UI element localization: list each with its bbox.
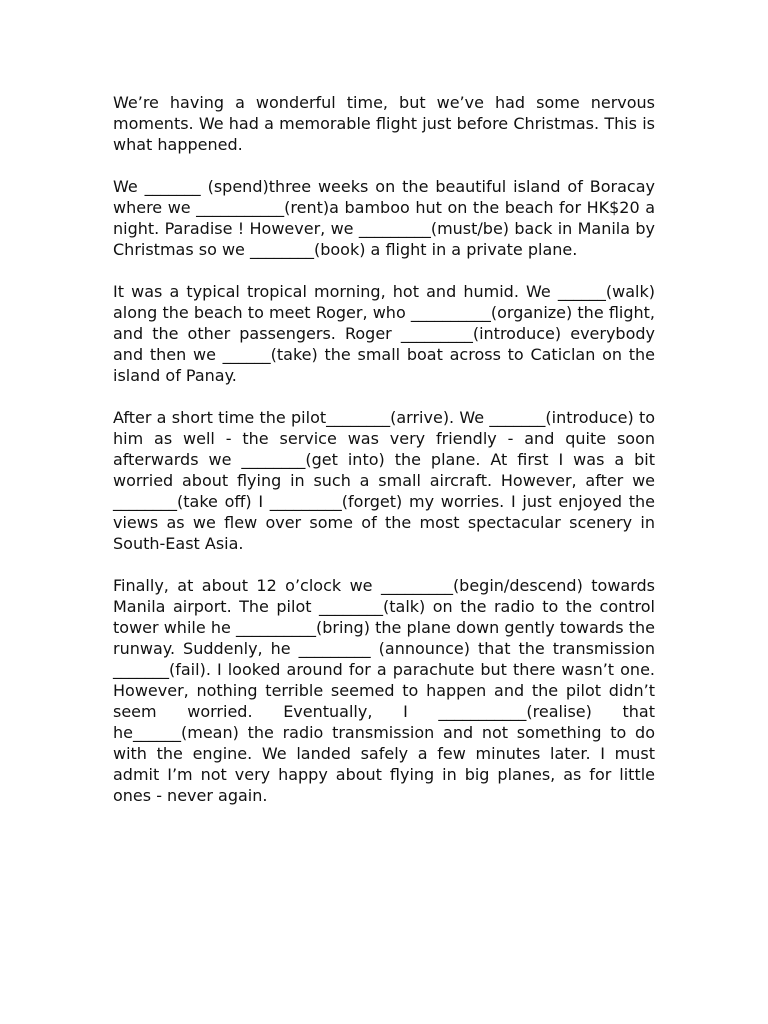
paragraph-boracay: We _______ (spend)three weeks on the beautiful island of Boracay where we ___________(rent)a bamboo hut on the beach for HK$20 a night. Paradise ! However, we _________(must/be) back in Manila by Christmas so we ________(book) a flight in a private plane. — [113, 177, 655, 259]
document-page — [113, 92, 655, 827]
paragraph-morning: It was a typical tropical morning, hot and humid. We ______(walk) along the beach to meet Roger, who __________(organize) the flight, and the other passengers. Roger _________(introduce) everybody and then we ______(take) the small boat across to Caticlan on the island of Panay. — [113, 282, 655, 385]
paragraph-landing: Finally, at about 12 o’clock we _________(begin/descend) towards Manila airport. The pilot ________(talk) on the radio to the control tower while he __________(bring) the plane down gently towards the runway. Suddenly, he _________ (announce) that the transmission _______(fail). I looked around for a parachute but there wasn’t one. However, nothing terrible seemed to happen and the pilot didn’t seem worried. Eventually, I ___________(realise) that he______(mean) the radio transmission and not something to do with the engine. We landed safely a few minutes later. I must admit I’m not very happy about flying in big planes, as for little ones - never again. — [113, 576, 655, 805]
paragraph-pilot: After a short time the pilot________(arrive). We _______(introduce) to him as well - the service was very friendly - and quite soon afterwards we ________(get into) the plane. At first I was a bit worried about flying in such a small aircraft. However, after we ________(take off) I _________(forget) my worries. I just enjoyed the views as we flew over some of the most spectacular scenery in South-East Asia. — [113, 408, 655, 553]
paragraph-intro: We’re having a wonderful time, but we’ve had some nervous moments. We had a memorable flight just before Christmas. This is what happened. — [113, 93, 655, 154]
